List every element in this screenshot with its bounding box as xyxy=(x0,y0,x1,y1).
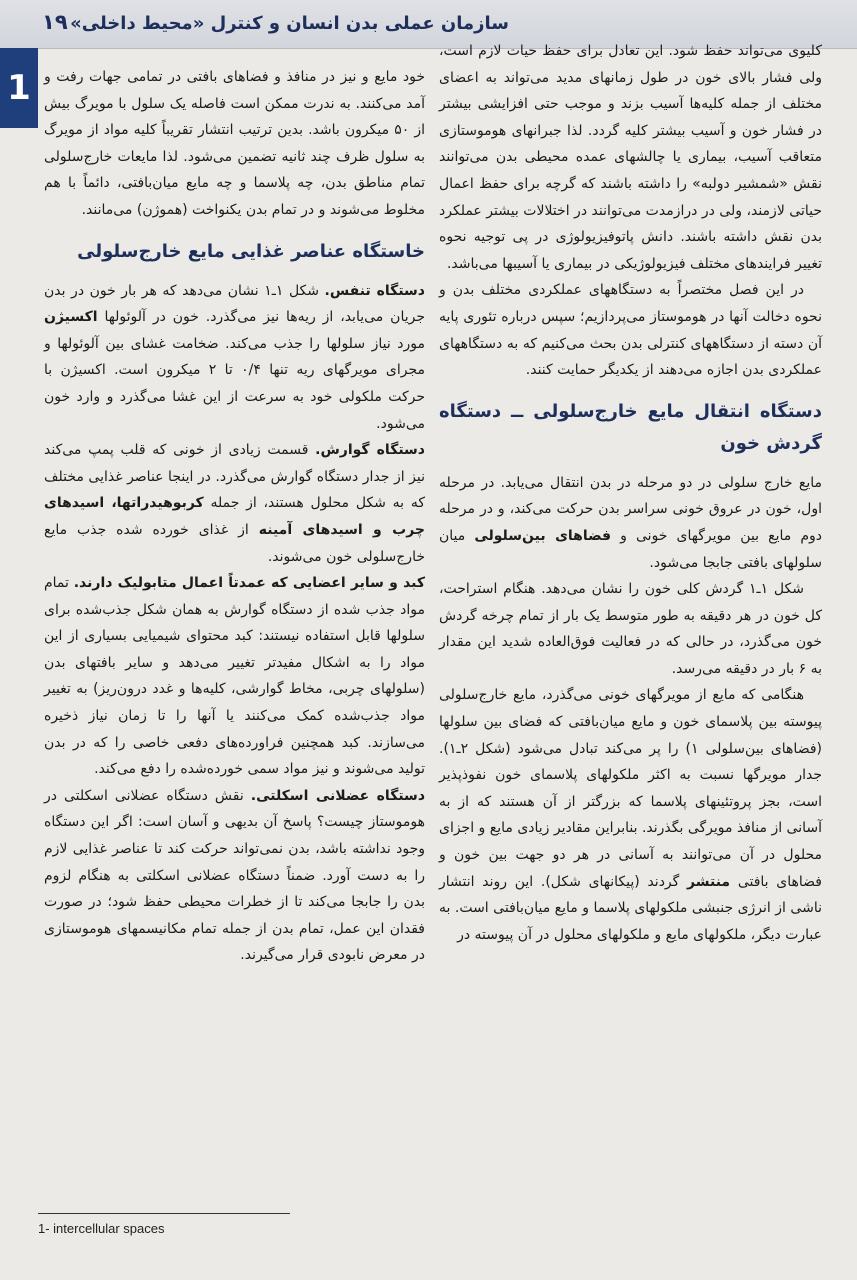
text: قسمت زیادی از خونی که قلب پمپ می‌کند نیز از جدار دستگاه گوارش می‌گذرد. در اینجا عناصر غذایی مختلف که به شکل محلول هستند، از جمله xyxy=(44,442,425,512)
paragraph: شکل ۱ـ۱ گردش کلی خون را نشان می‌دهد. هنگام استراحت، کل خون در هر دقیقه به طور متوسط یک بار از تمام چرخه گردش خون می‌گذرد، در حالی که در فعالیت فوق‌العاده شدید این مقدار به ۶ بار در دقیقه می‌رسد. xyxy=(439,581,822,677)
subsection-title: دستگاه عضلانی اسکلتی. xyxy=(250,787,426,804)
bold-term: فضاهای بین‌سلولی xyxy=(474,527,612,544)
paragraph xyxy=(44,783,425,969)
text: میان سلولهای بافتی جابجا می‌شود. xyxy=(439,527,822,571)
subsection-title: دستگاه گوارش. xyxy=(315,442,425,459)
text: نقش دستگاه عضلانی اسکلتی در هوموستاز چیست؟ پاسخ آن بدیهی و آسان است: اگر این دستگاه وجود نداشته باشد، بدن نمی‌تواند حرکت کند تا عناصر غذایی لازم را به دست آورد. ضمناً دستگاه عضلانی اسکلتی به هنگام لزوم بدن را جابجا می‌کند تا از خطرات محیطی حفظ شود؛ در صورت فقدان این عمل، تمام بدن از جمله تمام مکانیسمهای هوموستازی در معرض نابودی قرار می‌گیرند. xyxy=(44,787,425,964)
footnote-divider xyxy=(38,1213,290,1214)
running-title: سازمان عملی بدن انسان و کنترل «محیط داخلی» xyxy=(70,13,509,34)
section-heading: دستگاه انتقال مایع خارج‌سلولی ــ دستگاه گردش خون xyxy=(439,400,822,454)
paragraph: در این فصل مختصراً به دستگاههای عملکردی مختلف بدن و نحوه دخالت آنها در هوموستاز می‌پردازیم؛ سپس درباره تئوری پایه آن دسته از دستگاههای کنترلی بدن بحث می‌کنیم که به دستگاههای عملکردی بدن اجازه می‌دهند از یکدیگر حمایت کنند. xyxy=(439,282,822,379)
text: مایع خارج سلولی در دو مرحله در بدن انتقال می‌یابد. در مرحله اول، خون در عروق خونی سراسر بدن حرکت می‌کند، و در مرحله دوم مایع بین مویرگهای خونی و xyxy=(439,474,822,544)
paragraph xyxy=(44,570,425,783)
bold-term: کربوهیدراتها، اسیدهای چرب و اسیدهای آمینه xyxy=(44,495,425,538)
paragraph: کلیوی می‌تواند حفظ شود. این تعادل برای حفظ حیات لازم است، ولی فشار بالای خون در طول زمانهای مدید می‌تواند به اعضای مختلف از جمله کلیه‌ها آسیب بزند و موجب حتی افزایشی بیشتر در فشار خون و آسیب بیشتر کلیه گردد. لذا جبرانهای هوموستازی متعاقب آسیب، بیماری یا چالشهای عمده محیطی بدن می‌توانند نقش «شمشیر دولبه» را داشته باشند که گرچه برای حفظ اعمال حیاتی لازمند، ولی در درازمدت می‌توانند در اختلالات بیشتر عملکرد بدن نقش داشته باشند. دانش پاتوفیزیولوژی در پی توجیه نحوه تغییر فرایندهای مختلف فیزیولوژیکی در بیماری یا آسیبها می‌باشد. xyxy=(439,43,822,272)
text: از غذای خورده شده جذب مایع خارج‌سلولی خون می‌شوند. xyxy=(44,521,425,565)
paragraph xyxy=(44,437,425,570)
subsection-title: کبد و سایر اعضایی که عمدتاً اعمال متابولیک دارند. xyxy=(73,575,426,592)
text: گردند (پیکانهای شکل). این روند انتشار ناشی از انرژی جنبشی ملکولهای پلاسما و مایع میان‌بافتی است. به عبارت دیگر، ملکولهای مایع و ملکولهای محلول در آن پیوسته در xyxy=(439,873,822,943)
bold-term: منتشر xyxy=(687,873,731,890)
bold-term: اکسیژن xyxy=(44,309,98,326)
text: هنگامی که مایع از مویرگهای خونی می‌گذرد، مایع خارج‌سلولی پیوسته بین پلاسمای خون و مایع میان‌بافتی که فضای بین سلولها (فضاهای بین‌سلولی ۱) را پر می‌کند تبادل می‌شود (شکل ۲ـ۱). جدار مویرگها نسبت به اکثر ملکولهای پلاسمای خون نفوذپذیر است، بجز پروتئینهای پلاسما که بزرگتر از آن هستند که از به آسانی از منافذ مویرگی بگذرند. بنابراین مقادیر زیادی مایع و اجزای محلول در آن می‌توانند به آسانی در هر دو جهت بین خون و فضاهای بافتی xyxy=(438,687,822,890)
paragraph xyxy=(439,682,822,948)
text: مورد نیاز سلولها را جذب می‌کند. ضخامت غشای بین آلوئولها و مجرای مویرگهای ریه تنها ۰/۴ تا ۲ میکرون است. اکسیژن با حرکت ملکولی خود به سرعت از این غشا می‌گذرد و وارد خون می‌شود. xyxy=(44,335,425,432)
page-number: ۱۹ xyxy=(42,10,68,34)
paragraph: خود مایع و نیز در منافذ و فضاهای بافتی در تمامی جهات رفت و آمد می‌کنند. به ندرت ممکن است فاصله یک سلول با مویرگ بیش از ۵۰ میکرون باشد. بدین ترتیب انتشار تقریباً کلیه مواد از مویرگ به سلول ظرف چند ثانیه تضمین می‌شود. لذا مایعات خارج‌سلولی تمام مناطق بدن، چه پلاسما و چه مایع میان‌بافتی، دائماً با هم مخلوط می‌شوند و در تمام بدن یکنواخت (هموژن) می‌مانند. xyxy=(44,69,425,218)
text: شکل ۱ـ۱ نشان می‌دهد که هر بار خون در بدن جریان می‌یابد، از ریه‌ها نیز می‌گذرد. خون در آلوئولها xyxy=(44,282,425,326)
text: تمام مواد جذب شده از دستگاه گوارش به همان شکل جذب‌شده برای سلولها قابل استفاده نیستند: کبد محتوای شیمیایی بسیاری از این مواد را به اشکال مفیدتر تغییر می‌دهد و سایر بافتهای بدن (سلولهای چربی، مخاط گوارشی، کلیه‌ها و غدد درون‌ریز) به تغییر مواد جذب‌شده کمک می‌کنند یا آنها را تا زمان نیاز ذخیره می‌سازند. کبد همچنین فراورده‌های دفعی خاصی را که در بدن تولید می‌شوند و نیز مواد سمی خورده‌شده را دفع می‌کند. xyxy=(44,575,425,778)
section-heading: خاستگاه عناصر غذایی مایع خارج‌سلولی xyxy=(77,240,425,262)
right-column xyxy=(439,38,822,948)
chapter-tab: 1 xyxy=(0,48,38,128)
paragraph xyxy=(439,470,822,576)
left-column xyxy=(44,64,425,969)
footnote: 1- intercellular spaces xyxy=(38,1221,165,1236)
subsection-title: دستگاه تنفس. xyxy=(324,282,425,299)
paragraph xyxy=(44,278,425,438)
